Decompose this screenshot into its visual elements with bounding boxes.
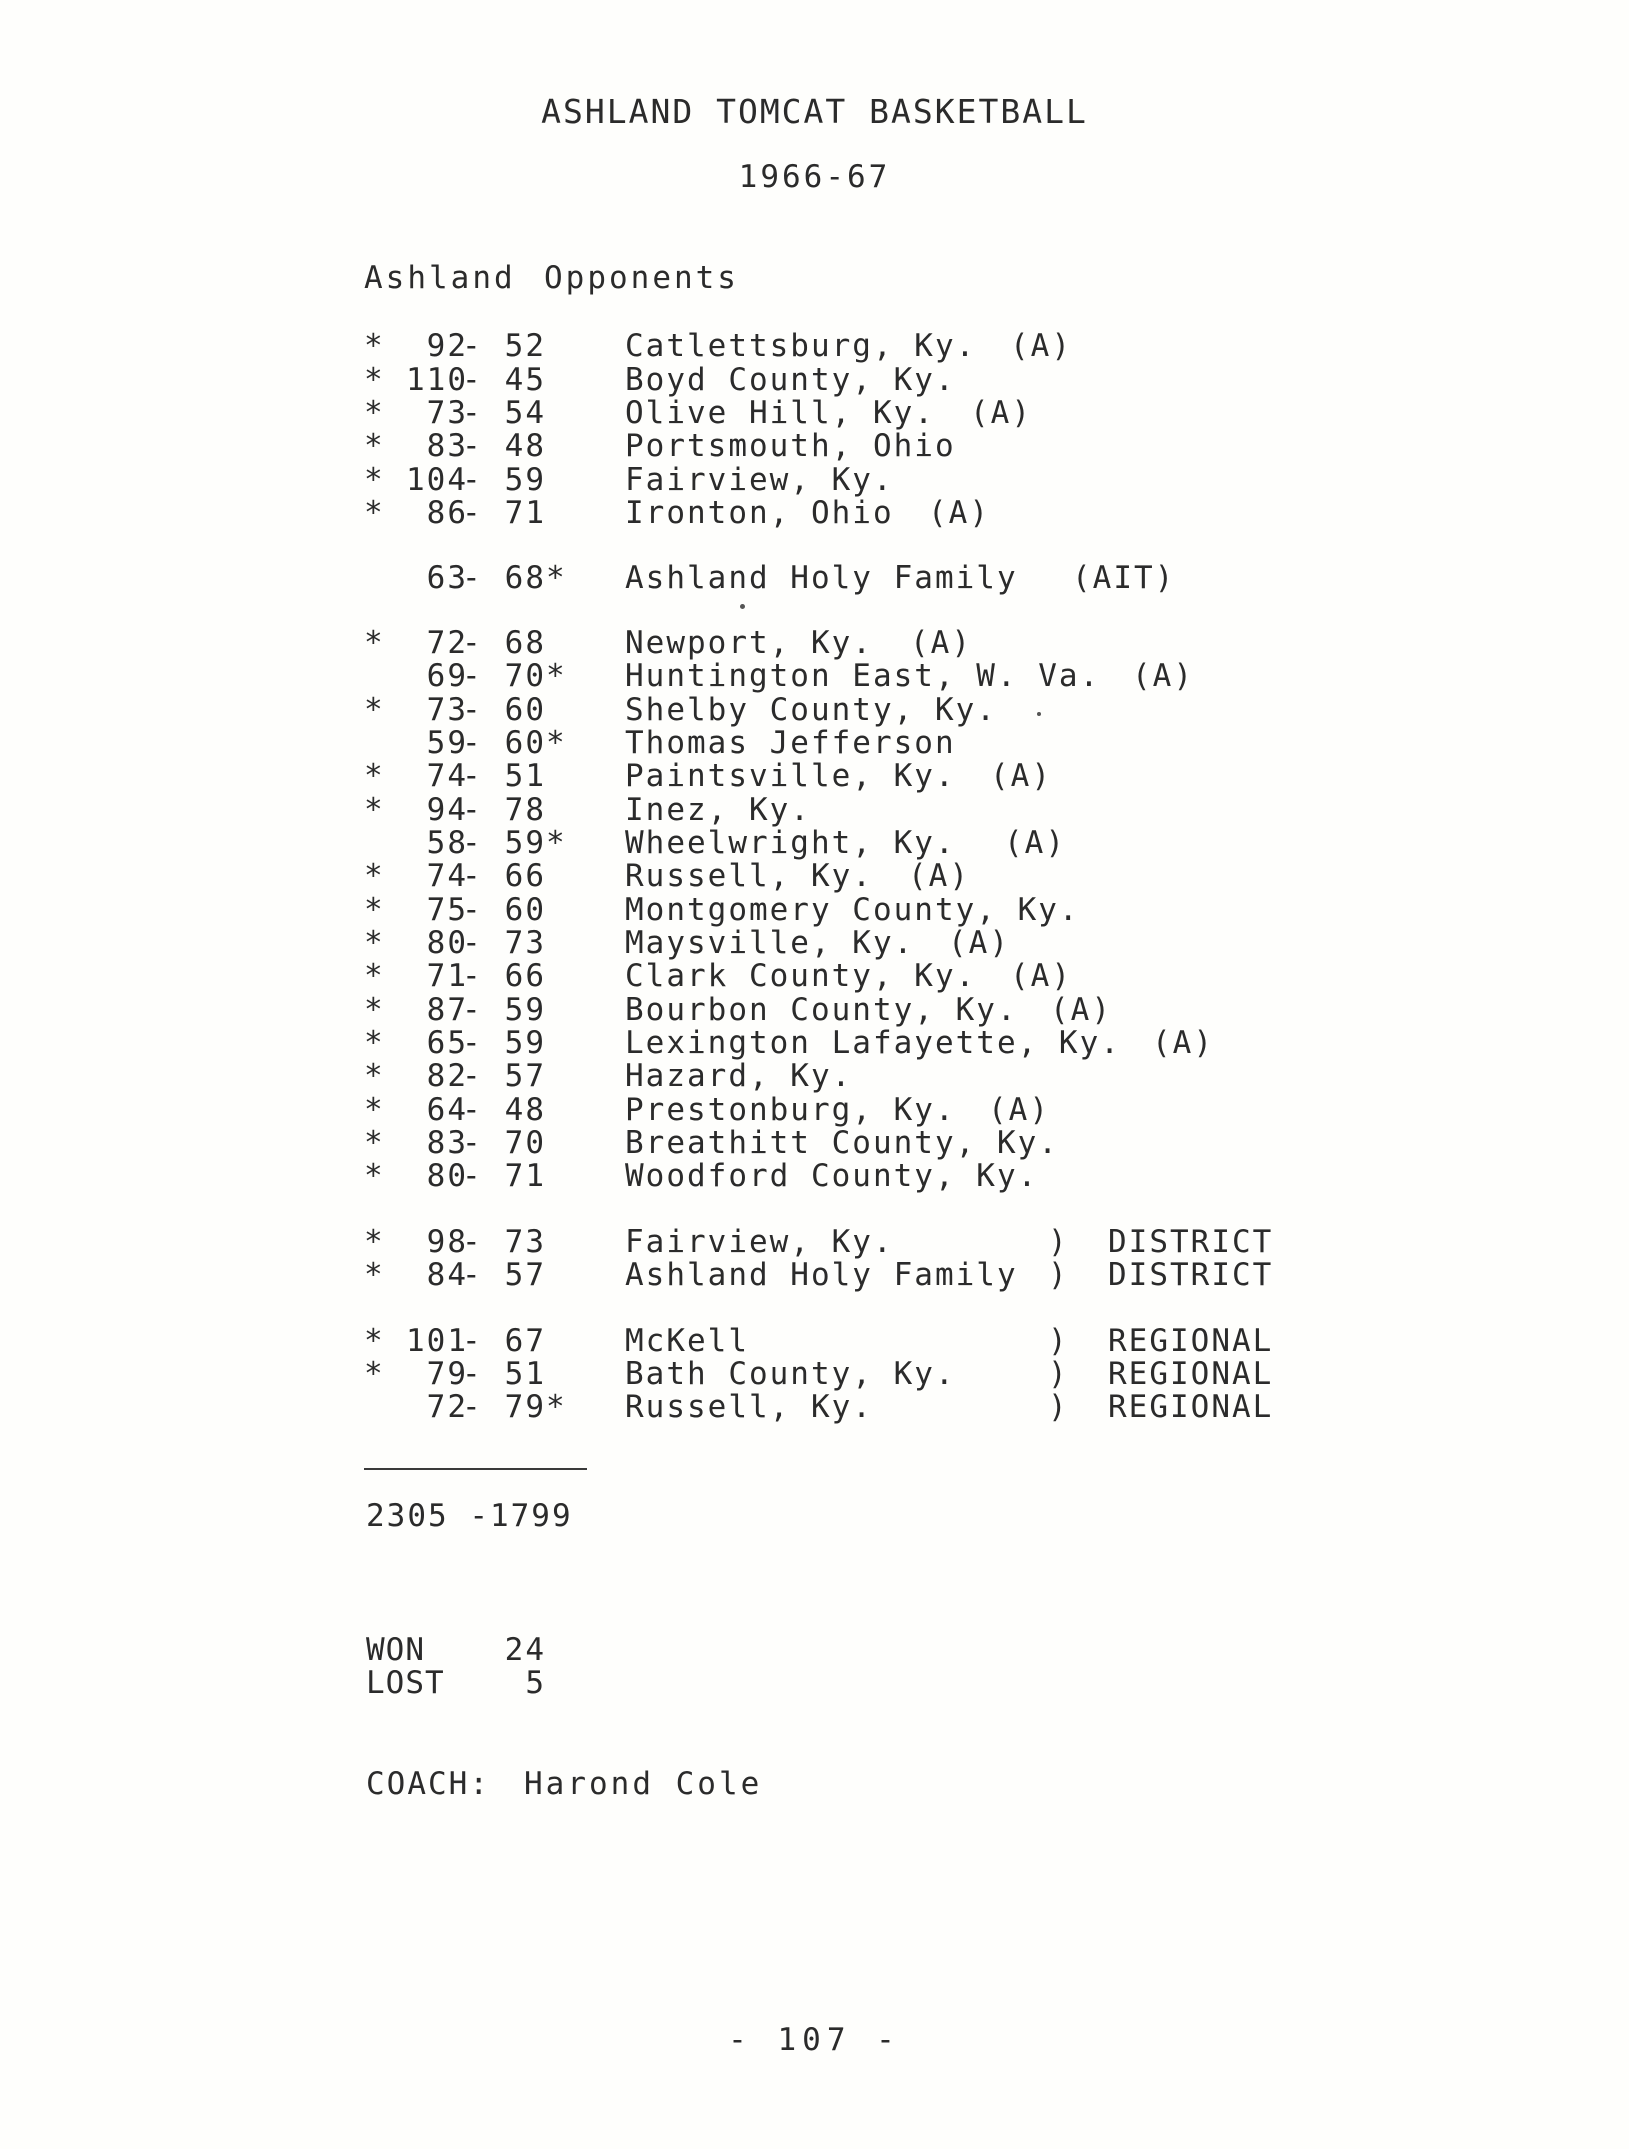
ashland-win-marker: * — [364, 625, 385, 661]
ashland-score: 65 — [426, 1025, 468, 1061]
tournament-bracket: ) — [1048, 1224, 1069, 1260]
ashland-win-marker: * — [364, 395, 385, 431]
opponent-score: 70 — [504, 658, 546, 694]
opponent-name: Catlettsburg, Ky. — [625, 328, 977, 364]
ashland-score: 87 — [426, 992, 468, 1028]
tournament-label: DISTRICT — [1108, 1257, 1274, 1293]
opponent-name: Woodford County, Ky. — [625, 1158, 1039, 1194]
ashland-win-marker: * — [364, 495, 385, 531]
away-marker: (AIT) — [1072, 560, 1176, 596]
ashland-score: 84 — [426, 1257, 468, 1293]
opponent-score: 73 — [504, 925, 546, 961]
ashland-win-marker: * — [364, 462, 385, 498]
opponent-name: Ironton, Ohio — [625, 495, 894, 531]
score-separator: - — [462, 1224, 483, 1260]
opponent-win-marker: * — [546, 658, 567, 694]
ashland-win-marker: * — [364, 758, 385, 794]
ashland-score: 64 — [426, 1092, 468, 1128]
coach-name: Harond Cole — [524, 1766, 763, 1802]
coach-label: COACH: — [366, 1766, 490, 1802]
opponent-score: 67 — [504, 1323, 546, 1359]
opponent-score: 79 — [504, 1389, 546, 1425]
opponent-score: 48 — [504, 1092, 546, 1128]
score-separator: - — [462, 1323, 483, 1359]
opponent-name: Newport, Ky. — [625, 625, 873, 661]
ashland-score: 86 — [426, 495, 468, 531]
score-separator: - — [462, 958, 483, 994]
ashland-score: 63 — [426, 560, 468, 596]
ashland-win-marker: * — [364, 1125, 385, 1161]
score-separator: - — [462, 625, 483, 661]
won-count: 24 — [504, 1632, 546, 1668]
score-separator: - — [462, 395, 483, 431]
ashland-score: 58 — [426, 825, 468, 861]
opponent-win-marker: * — [546, 825, 567, 861]
won-label: WON — [366, 1632, 425, 1668]
ashland-win-marker: * — [364, 1323, 385, 1359]
opponent-score: 51 — [504, 1356, 546, 1392]
opponent-name: Clark County, Ky. — [625, 958, 977, 994]
opponent-score: 60 — [504, 892, 546, 928]
opponent-name: Inez, Ky. — [625, 792, 811, 828]
opponent-score: 59 — [504, 825, 546, 861]
ashland-score: 92 — [426, 328, 468, 364]
ashland-score: 80 — [426, 925, 468, 961]
away-marker: (A) — [1010, 328, 1072, 364]
opponent-score: 54 — [504, 395, 546, 431]
score-separator: - — [462, 1257, 483, 1293]
opponent-score: 70 — [504, 1125, 546, 1161]
opponent-score: 66 — [504, 958, 546, 994]
opponent-name: Hazard, Ky. — [625, 1058, 853, 1094]
opponent-score: 57 — [504, 1257, 546, 1293]
ashland-win-marker: * — [364, 858, 385, 894]
away-marker: (A) — [1132, 658, 1194, 694]
ashland-win-marker: * — [364, 692, 385, 728]
opponent-score: 45 — [504, 362, 546, 398]
score-separator: - — [462, 892, 483, 928]
lost-count: 5 — [525, 1665, 546, 1701]
ashland-score: 72 — [426, 1389, 468, 1425]
season-totals: 2305 -1799 — [366, 1498, 573, 1534]
away-marker: (A) — [1004, 825, 1066, 861]
opponents-column-header: Opponents — [544, 260, 739, 296]
away-marker: (A) — [990, 758, 1052, 794]
opponent-score: 59 — [504, 1025, 546, 1061]
opponent-score: 66 — [504, 858, 546, 894]
ashland-win-marker: * — [364, 892, 385, 928]
away-marker: (A) — [1050, 992, 1112, 1028]
away-marker: (A) — [1010, 958, 1072, 994]
opponent-score: 60 — [504, 725, 546, 761]
opponent-name: Breathitt County, Ky. — [625, 1125, 1059, 1161]
away-marker: (A) — [910, 625, 972, 661]
ashland-win-marker: * — [364, 428, 385, 464]
ashland-win-marker: * — [364, 1257, 385, 1293]
ashland-win-marker: * — [364, 925, 385, 961]
ashland-win-marker: * — [364, 328, 385, 364]
tournament-label: REGIONAL — [1108, 1389, 1274, 1425]
ashland-win-marker: * — [364, 1158, 385, 1194]
score-separator: - — [462, 1356, 483, 1392]
opponent-win-marker: * — [546, 560, 567, 596]
tournament-bracket: ) — [1048, 1389, 1069, 1425]
opponent-score: 78 — [504, 792, 546, 828]
opponent-name: Fairview, Ky. — [625, 1224, 894, 1260]
opponent-win-marker: * — [546, 725, 567, 761]
ashland-win-marker: * — [364, 1058, 385, 1094]
opponent-name: Wheelwright, Ky. — [625, 825, 956, 861]
away-marker: (A) — [970, 395, 1032, 431]
opponent-name: Bourbon County, Ky. — [625, 992, 1018, 1028]
opponent-score: 57 — [504, 1058, 546, 1094]
score-separator: - — [462, 1058, 483, 1094]
ashland-win-marker: * — [364, 992, 385, 1028]
opponent-name: Ashland Holy Family — [625, 560, 1018, 596]
tournament-bracket: ) — [1048, 1356, 1069, 1392]
lost-label: LOST — [366, 1665, 445, 1701]
score-separator: - — [462, 692, 483, 728]
ashland-score: 73 — [426, 692, 468, 728]
tournament-bracket: ) — [1048, 1323, 1069, 1359]
ashland-win-marker: * — [364, 362, 385, 398]
score-separator: - — [462, 792, 483, 828]
ashland-score: 82 — [426, 1058, 468, 1094]
away-marker: (A) — [928, 495, 990, 531]
opponent-name: Boyd County, Ky. — [625, 362, 956, 398]
opponent-score: 71 — [504, 1158, 546, 1194]
opponent-name: Fairview, Ky. — [625, 462, 894, 498]
opponent-score: 68 — [504, 625, 546, 661]
score-separator: - — [462, 428, 483, 464]
opponent-name: Russell, Ky. — [625, 1389, 873, 1425]
ashland-win-marker: * — [364, 1356, 385, 1392]
ashland-score: 101 — [406, 1323, 468, 1359]
opponent-name: Olive Hill, Ky. — [625, 395, 935, 431]
opponent-name: Russell, Ky. — [625, 858, 873, 894]
ashland-score: 74 — [426, 758, 468, 794]
opponent-win-marker: * — [546, 1389, 567, 1425]
tournament-bracket: ) — [1048, 1257, 1069, 1293]
ashland-win-marker: * — [364, 1025, 385, 1061]
opponent-name: Shelby County, Ky. — [625, 692, 997, 728]
score-separator: - — [462, 925, 483, 961]
opponent-name: Bath County, Ky. — [625, 1356, 956, 1392]
opponent-score: 48 — [504, 428, 546, 464]
opponent-name: Portsmouth, Ohio — [625, 428, 956, 464]
opponent-score: 68 — [504, 560, 546, 596]
ashland-score: 110 — [406, 362, 468, 398]
away-marker: (A) — [948, 925, 1010, 961]
opponent-score: 71 — [504, 495, 546, 531]
opponent-name: Lexington Lafayette, Ky. — [625, 1025, 1121, 1061]
ashland-score: 69 — [426, 658, 468, 694]
ashland-score: 75 — [426, 892, 468, 928]
ashland-column-header: Ashland — [364, 260, 516, 296]
ink-speck — [1037, 712, 1041, 716]
tournament-label: REGIONAL — [1108, 1356, 1274, 1392]
opponent-name: Paintsville, Ky. — [625, 758, 956, 794]
tournament-label: REGIONAL — [1108, 1323, 1274, 1359]
ashland-score: 104 — [406, 462, 468, 498]
ashland-score: 72 — [426, 625, 468, 661]
away-marker: (A) — [1152, 1025, 1214, 1061]
score-separator: - — [462, 658, 483, 694]
opponent-name: Montgomery County, Ky. — [625, 892, 1080, 928]
season-year: 1966-67 — [738, 159, 891, 195]
ashland-win-marker: * — [364, 1224, 385, 1260]
opponent-name: Ashland Holy Family — [625, 1257, 1018, 1293]
score-separator: - — [462, 1158, 483, 1194]
opponent-name: Thomas Jefferson — [625, 725, 956, 761]
ashland-score: 71 — [426, 958, 468, 994]
ashland-score: 73 — [426, 395, 468, 431]
opponent-name: McKell — [625, 1323, 749, 1359]
score-separator: - — [462, 1092, 483, 1128]
ashland-win-marker: * — [364, 958, 385, 994]
score-separator: - — [462, 825, 483, 861]
score-separator: - — [462, 725, 483, 761]
ashland-score: 83 — [426, 428, 468, 464]
opponent-score: 59 — [504, 462, 546, 498]
ink-speck — [740, 604, 745, 609]
opponent-name: Huntington East, W. Va. — [625, 658, 1101, 694]
ashland-score: 59 — [426, 725, 468, 761]
score-separator: - — [462, 1125, 483, 1161]
score-separator: - — [462, 362, 483, 398]
score-separator: - — [462, 462, 483, 498]
score-separator: - — [462, 758, 483, 794]
document-title: ASHLAND TOMCAT BASKETBALL — [541, 92, 1088, 131]
ashland-score: 74 — [426, 858, 468, 894]
score-separator: - — [462, 1025, 483, 1061]
score-separator: - — [462, 992, 483, 1028]
ashland-score: 83 — [426, 1125, 468, 1161]
page-number: - 107 - — [728, 2022, 901, 2058]
ashland-score: 98 — [426, 1224, 468, 1260]
score-separator: - — [462, 858, 483, 894]
ashland-win-marker: * — [364, 792, 385, 828]
ashland-score: 80 — [426, 1158, 468, 1194]
opponent-score: 52 — [504, 328, 546, 364]
opponent-name: Maysville, Ky. — [625, 925, 915, 961]
score-separator: - — [462, 1389, 483, 1425]
score-separator: - — [462, 328, 483, 364]
opponent-score: 59 — [504, 992, 546, 1028]
totals-rule — [364, 1468, 587, 1470]
score-separator: - — [462, 495, 483, 531]
tournament-label: DISTRICT — [1108, 1224, 1274, 1260]
ashland-win-marker: * — [364, 1092, 385, 1128]
opponent-name: Prestonburg, Ky. — [625, 1092, 956, 1128]
away-marker: (A) — [988, 1092, 1050, 1128]
ashland-score: 94 — [426, 792, 468, 828]
away-marker: (A) — [908, 858, 970, 894]
opponent-score: 60 — [504, 692, 546, 728]
ashland-score: 79 — [426, 1356, 468, 1392]
opponent-score: 51 — [504, 758, 546, 794]
score-separator: - — [462, 560, 483, 596]
opponent-score: 73 — [504, 1224, 546, 1260]
